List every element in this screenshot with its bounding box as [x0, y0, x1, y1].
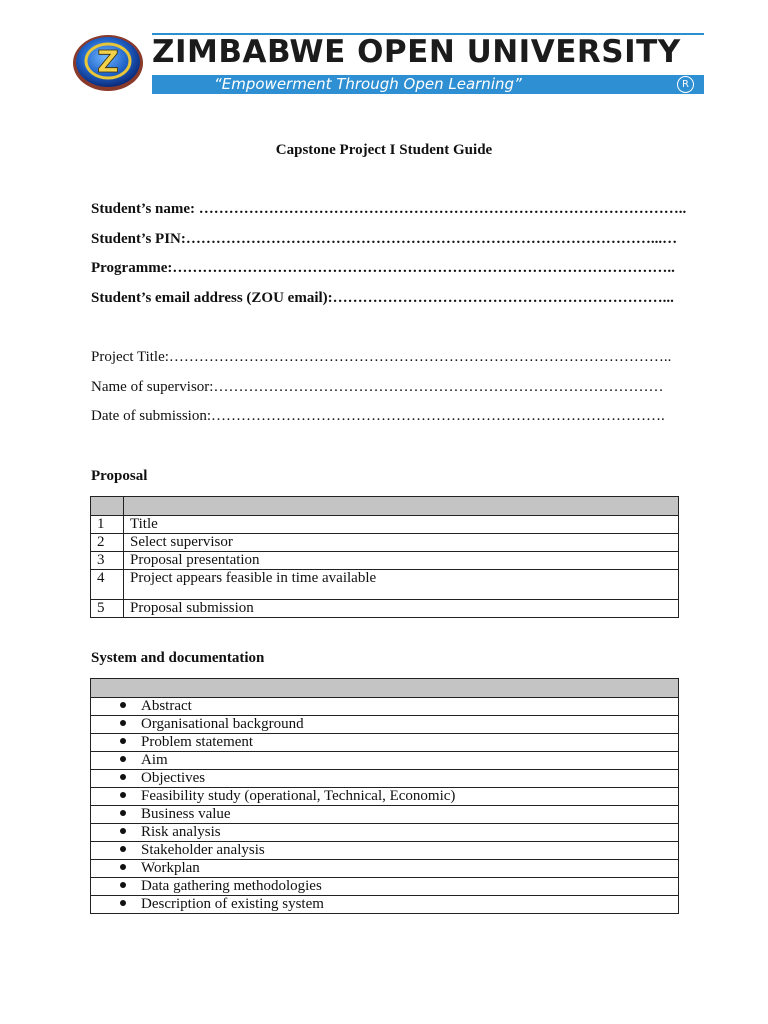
university-name: ZIMBABWE OPEN UNIVERSITY — [152, 34, 681, 70]
list-item-text: Stakeholder analysis — [141, 842, 265, 858]
list-item-text: Problem statement — [141, 734, 254, 750]
list-item — [91, 788, 679, 806]
programme-field: Programme:……………………………………………………………………………………….. — [91, 260, 675, 276]
supervisor-field: Name of supervisor:……………………………………………………………………………… — [91, 379, 664, 395]
list-item — [91, 734, 679, 752]
system-documentation-table — [90, 678, 679, 914]
list-item — [91, 716, 679, 734]
table-row — [91, 570, 679, 600]
document-title: Capstone Project I Student Guide — [275, 142, 493, 158]
bullet-icon — [120, 864, 126, 870]
bullet-icon — [120, 756, 126, 762]
proposal-table — [90, 496, 679, 618]
row-text: Select supervisor — [124, 534, 679, 552]
bullet-icon — [120, 738, 126, 744]
logo-letter: Z — [97, 45, 119, 80]
submission-date-field: Date of submission:………………………………………………………………………………. — [91, 408, 665, 424]
list-item-text: Workplan — [141, 860, 200, 876]
table-row — [91, 600, 679, 618]
proposal-table-header — [91, 497, 679, 516]
row-number: 2 — [91, 534, 124, 552]
list-item-text: Feasibility study (operational, Technical, Economic) — [141, 788, 456, 804]
proposal-heading: Proposal — [91, 468, 148, 484]
row-text: Proposal submission — [124, 600, 679, 618]
row-text: Project appears feasible in time available — [124, 570, 679, 600]
table-row — [91, 516, 679, 534]
list-item — [91, 896, 679, 914]
table-row — [91, 534, 679, 552]
list-item-text: Abstract — [141, 698, 192, 714]
student-name-field: Student’s name: …………………………………………………………………………………….. — [91, 201, 687, 217]
row-number: 1 — [91, 516, 124, 534]
bullet-icon — [120, 702, 126, 708]
list-item-text: Organisational background — [141, 716, 304, 732]
bullet-icon — [120, 846, 126, 852]
row-text: Title — [124, 516, 679, 534]
bullet-icon — [120, 900, 126, 906]
list-item-text: Business value — [141, 806, 231, 822]
list-item-text: Data gathering methodologies — [141, 878, 322, 894]
system-documentation-heading: System and documentation — [91, 650, 265, 666]
row-number: 4 — [91, 570, 124, 600]
row-number: 3 — [91, 552, 124, 570]
motto-text: “Empowerment Through Open Learning” — [214, 75, 522, 93]
bullet-icon — [120, 720, 126, 726]
bullet-icon — [120, 882, 126, 888]
university-header — [72, 30, 706, 96]
list-item — [91, 752, 679, 770]
list-item — [91, 842, 679, 860]
list-item-text: Risk analysis — [141, 824, 221, 840]
list-item-text: Objectives — [141, 770, 206, 786]
student-email-field: Student’s email address (ZOU email):…………………………………………………………... — [91, 290, 674, 306]
student-pin-field: Student’s PIN:…………………………………………………………………………………...… — [91, 231, 678, 247]
list-item — [91, 824, 679, 842]
registered-mark-icon: R — [677, 76, 694, 93]
list-item — [91, 698, 679, 716]
bullet-icon — [120, 828, 126, 834]
system-table-header — [91, 679, 679, 698]
zou-logo-icon — [72, 32, 144, 92]
list-item-text: Aim — [141, 752, 168, 768]
bullet-icon — [120, 774, 126, 780]
project-title-field: Project Title:……………………………………………………………………………………….. — [91, 349, 672, 365]
list-item — [91, 878, 679, 896]
row-text: Proposal presentation — [124, 552, 679, 570]
list-item-text: Description of existing system — [141, 896, 324, 912]
list-item — [91, 806, 679, 824]
motto-bar — [152, 75, 704, 94]
bullet-icon — [120, 810, 126, 816]
table-row — [91, 552, 679, 570]
row-number: 5 — [91, 600, 124, 618]
list-item — [91, 860, 679, 878]
bullet-icon — [120, 792, 126, 798]
list-item — [91, 770, 679, 788]
